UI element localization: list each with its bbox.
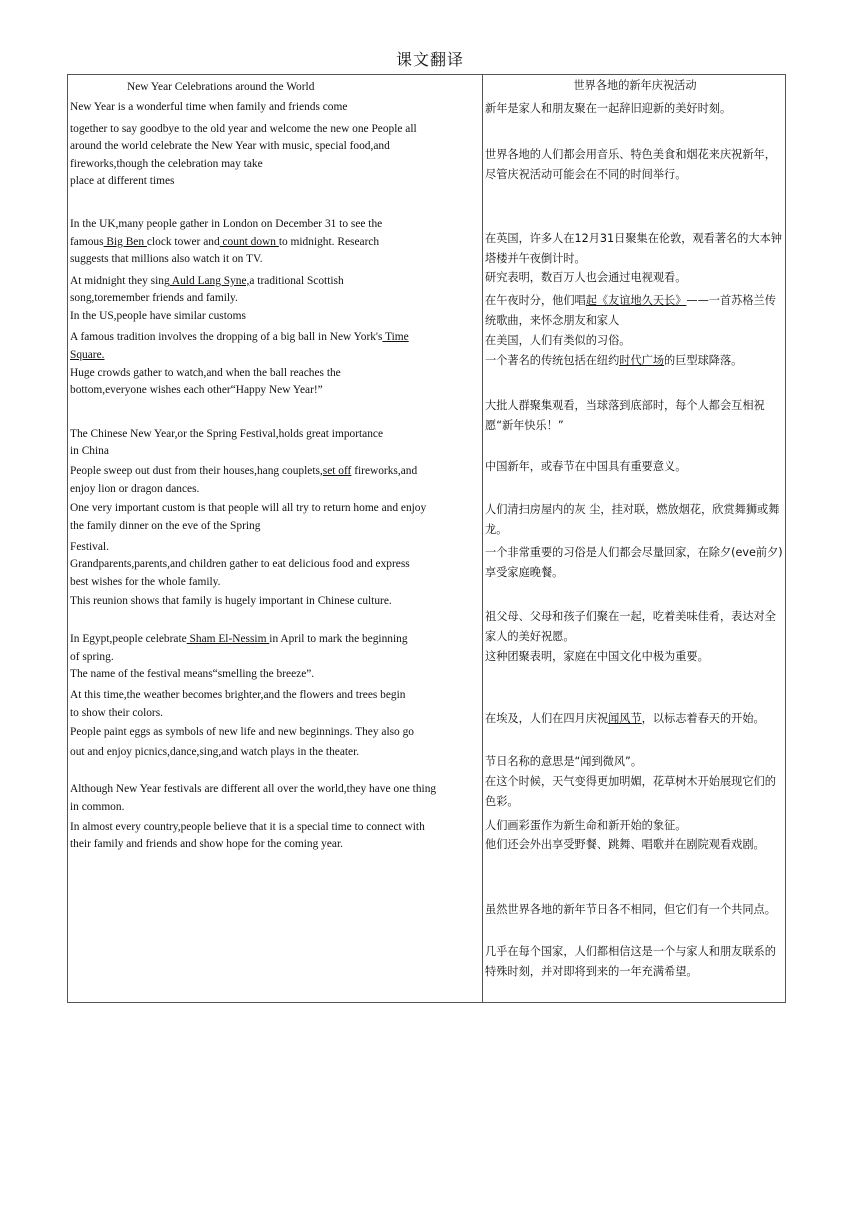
en-china-line: in China [70,445,109,457]
en-spring-line: People paint eggs as symbols of new life and new beginnings. They also go [70,726,414,738]
underlined-phrase: Time [382,331,409,343]
en-midnight-line: In the US,people have similar customs [70,310,246,322]
underlined-phrase: set off [322,465,352,477]
text: clock tower and [146,236,220,248]
en-midnight-line [70,273,344,291]
en-egypt-line: of spring. [70,651,114,663]
en-spring-line: At this time,the weather becomes brighter,and the flowers and trees begin [70,689,406,701]
text: In Egypt,people celebrate [70,633,187,645]
en-paragraph-2-line: around the world celebrate the New Year with music, special food,and [70,140,390,152]
text: 在埃及，人们在四月庆祝 [485,712,609,725]
translation-table [67,74,786,1003]
en-conclusion-line: In almost every country,people believe that it is a special time to connect with [70,821,425,833]
underlined-phrase: Square. [70,349,105,361]
en-uk-line: suggests that millions also watch it on TV. [70,253,263,265]
en-uk-line: In the UK,many people gather in London on December 31 to see the [70,218,383,230]
text: 在午夜时分，他们唱 [485,294,586,307]
underlined-phrase: 起《友谊地久天长》 [585,294,687,307]
en-uk-line [70,234,379,252]
en-midnight-line: song,toremember friends and family. [70,292,238,304]
en-reunion-line: best wishes for the whole family. [70,576,221,588]
zh-paragraph: 在英国，许多人在12月31日聚集在伦敦，观看著名的大本钟塔楼并午夜倒计时。 [485,232,782,265]
en-paragraph-2-line: together to say goodbye to the old year and welcome the new one People all [70,123,417,135]
zh-paragraph: 人们清扫房屋内的灰 尘，挂对联，燃放烟花，欣赏舞狮或舞龙。 [485,503,780,536]
en-sweep-line [70,463,417,481]
text: ，以标志着春天的开始。 [641,712,765,725]
chinese-title: 世界各地的新年庆祝活动 [573,79,697,92]
en-ny-line: Huge crowds gather to watch,and when the ball reaches the [70,367,341,379]
underlined-phrase: 时代广场 [619,354,665,367]
text: ——一首苏格兰传统歌曲，来怀念朋友和家人 [485,294,776,327]
text: fireworks,and [351,465,418,477]
zh-paragraph [485,709,785,729]
en-custom-line: Festival. [70,541,109,553]
text: At midnight they sing [70,275,170,287]
zh-paragraph: 他们还会外出享受野餐、跳舞、唱歌并在剧院观看戏剧。 [485,838,765,851]
text: a traditional Scottish [249,275,344,287]
en-paragraph-2-line: place at different times [70,175,175,187]
zh-paragraph: 新年是家人和朋友聚在一起辞旧迎新的美好时刻。 [485,102,732,115]
en-china-line: The Chinese New Year,or the Spring Festival,holds great importance [70,428,384,440]
en-sweep-line: enjoy lion or dragon dances. [70,483,200,495]
en-reunion-line: Grandparents,parents,and children gather to eat delicious food and express [70,558,410,570]
en-egypt-line: The name of the festival means“smelling the breeze”. [70,668,315,680]
en-spring-line: out and enjoy picnics,dance,sing,and watch plays in the theater. [70,746,360,758]
english-title: New Year Celebrations around the World [127,81,315,93]
en-ny-line: bottom,everyone wishes each other“Happy New Year!” [70,384,323,396]
text: famous [70,236,104,248]
en-egypt-line [70,631,408,649]
zh-paragraph: 大批人群聚集观看，当球落到底部时，每个人都会互相祝愿“新年快乐！” [485,399,765,432]
text: to midnight. Research [278,236,380,248]
zh-paragraph [485,291,785,331]
text: People sweep out dust from their houses,hang couplets, [70,465,323,477]
zh-paragraph [485,351,785,371]
en-paragraph-2-line: fireworks,though the celebration may take [70,158,263,170]
zh-paragraph: 中国新年，或春节在中国具有重要意义。 [485,460,687,473]
underlined-phrase: 闻风节 [608,712,642,725]
zh-paragraph: 这种团聚表明，家庭在中国文化中极为重要。 [485,650,709,663]
underlined-phrase: Auld Lang Syne, [169,275,250,287]
zh-paragraph: 虽然世界各地的新年节日各不相同，但它们有一个共同点。 [485,903,776,916]
underlined-phrase: Sham El-Nessim [186,633,270,645]
zh-paragraph: 在美国，人们有类似的习俗。 [485,334,631,347]
zh-paragraph: 在这个时候，天气变得更加明媚，花草树木开始展现它们的色彩。 [485,775,776,808]
en-spring-line: to show their colors. [70,707,164,719]
en-conclusion-line: in common. [70,801,125,813]
zh-paragraph: 人们画彩蛋作为新生命和新开始的象征。 [485,819,687,832]
en-ny-line [70,347,104,365]
zh-paragraph: 几乎在每个国家，人们都相信这是一个与家人和朋友联系的特殊时刻，并对即将到来的一年充满希望。 [485,945,776,978]
text: 一个著名的传统包括在纽约 [485,354,620,367]
en-reunion-line: This reunion shows that family is hugely important in Chinese culture. [70,595,392,607]
zh-paragraph: 研究表明，数百万人也会通过电视观看。 [485,271,687,284]
en-ny-line [70,329,409,347]
column-divider [482,75,483,1002]
zh-paragraph: 节日名称的意思是“闻到微风”。 [485,755,643,768]
underlined-phrase: Big Ben [103,236,147,248]
en-conclusion-line: Although New Year festivals are different all over the world,they have one thing [70,783,437,795]
en-conclusion-line: their family and friends and show hope for the coming year. [70,838,343,850]
en-custom-line: One very important custom is that people will all try to return home and enjoy [70,502,427,514]
zh-paragraph: 一个非常重要的习俗是人们都会尽量回家，在除夕(eve前夕)享受家庭晚餐。 [485,546,783,579]
page-title: 课文翻译 [395,50,464,69]
text: A famous tradition involves the dropping of a big ball in New York's [70,331,383,343]
zh-paragraph: 世界各地的人们都会用音乐、特色美食和烟花来庆祝新年，尽管庆祝活动可能会在不同的时间举行。 [485,148,776,181]
zh-paragraph: 祖父母、父母和孩子们聚在一起，吃着美味佳肴，表达对全家人的美好祝愿。 [485,610,776,643]
en-custom-line: the family dinner on the eve of the Spring [70,520,261,532]
text: in April to mark the beginning [269,633,408,645]
text: 的巨型球降落。 [664,354,743,367]
en-paragraph-1: New Year is a wonderful time when family and friends come [70,101,348,113]
underlined-phrase: count down [219,236,279,248]
